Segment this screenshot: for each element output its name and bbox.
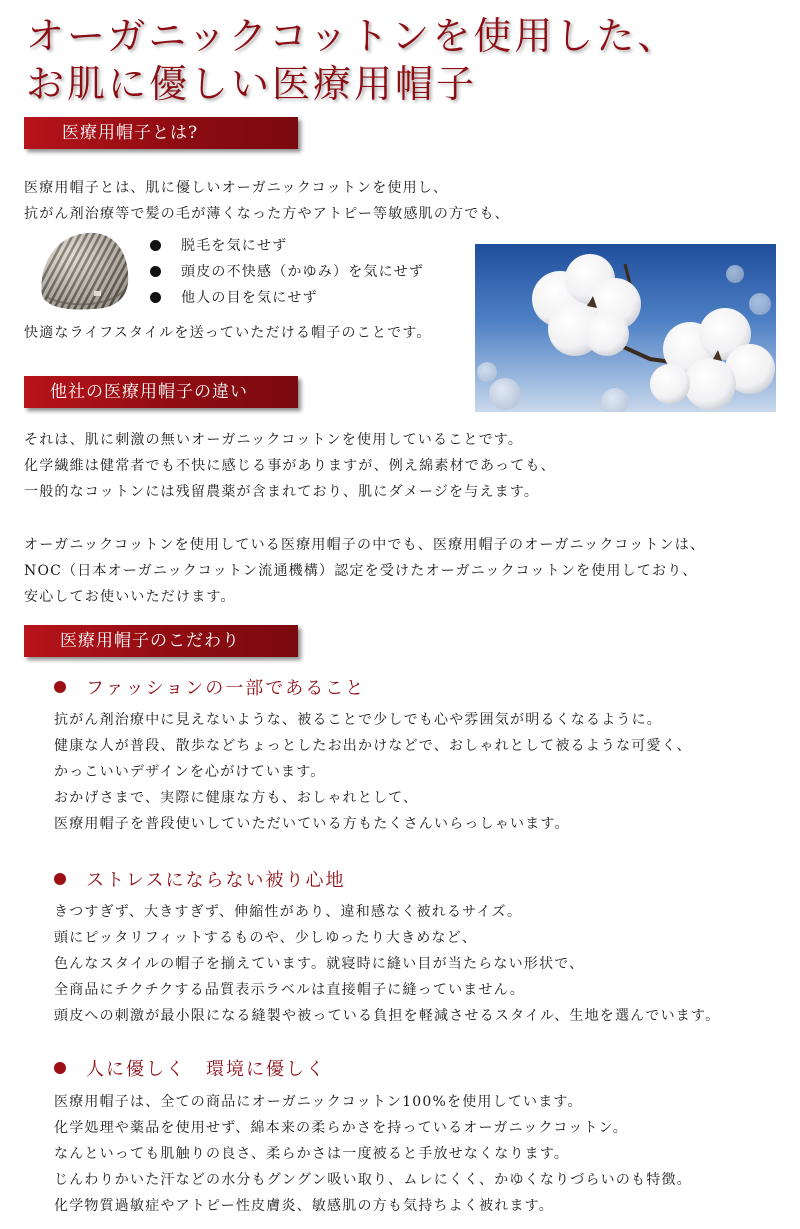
difference-line: 安心してお使いいただけます。 (24, 589, 236, 605)
bullet-icon (54, 873, 66, 885)
about-intro-line: 抗がん剤治療等で髪の毛が薄くなった方やアトピー等敏感肌の方でも、 (24, 206, 510, 222)
cotton-boll-photo (475, 244, 776, 412)
commitment-line: 医療用帽子を普段使いしていただいている方もたくさんいらっしゃいます。 (54, 816, 570, 832)
difference-line: それは、肌に刺激の無いオーガニックコットンを使用していることです。 (24, 432, 524, 448)
bullet-icon (54, 681, 66, 693)
commitment-line: 抗がん剤治療中に見えないような、被ることで少しでも心や雰囲気が明るくなるように。 (54, 712, 662, 728)
section-heading-difference: 他社の医療用帽子の違い (24, 376, 298, 408)
difference-line: 一般的なコットンには残留農薬が含まれており、肌にダメージを与えます。 (24, 484, 540, 500)
commitment-point-body (54, 707, 692, 837)
commitment-point-title-text: ストレスにならない被り心地 (86, 870, 346, 891)
commitment-point-title (54, 677, 365, 701)
about-bullet-label: 脱毛を気にせず (181, 238, 288, 254)
striped-knit-cap-image (36, 225, 132, 313)
commitment-line: 化学処理や薬品を使用せず、綿本来の柔らかさを持っているオーガニックコットン。 (54, 1120, 628, 1136)
commitment-point-body (54, 899, 720, 1029)
commitment-line: 頭皮への刺激が最小限になる縫製や被っている負担を軽減させるスタイル、生地を選んでいます。 (54, 1008, 721, 1024)
difference-line: オーガニックコットンを使用している医療用帽子の中でも、医療用帽子のオーガニックコットンは、 (24, 537, 706, 553)
section-heading-commitment: 医療用帽子のこだわり (24, 625, 298, 657)
commitment-line: じんわりかいた汗などの水分もグングン吸い取り、ムレにくく、かゆくなりづらいのも特徴。 (54, 1172, 692, 1188)
list-item (150, 259, 424, 285)
page-title-line: お肌に優しい医療用帽子 (26, 62, 478, 106)
commitment-line: 医療用帽子は、全ての商品にオーガニックコットン100%を使用しています。 (54, 1094, 583, 1110)
cotton-illustration (475, 244, 776, 412)
about-closing-line: 快適なライフスタイルを送っていただける帽子のことです。 (24, 325, 432, 341)
commitment-point-title-text: 人に優しく 環境に優しく (86, 1059, 326, 1080)
bullet-icon (54, 1062, 66, 1074)
commitment-line: 健康な人が普段、散歩などちょっとしたお出かけなどで、おしゃれとして被るような可愛く、 (54, 738, 692, 754)
list-item (150, 233, 424, 259)
commitment-point-body (54, 1089, 692, 1219)
page-title-line: オーガニックコットンを使用した、 (26, 14, 679, 58)
commitment-line: かっこいいデザインを心がけています。 (54, 764, 326, 780)
commitment-line: 色んなスタイルの帽子を揃えています。就寝時に縫い目が当たらない形状で、 (54, 956, 585, 972)
difference-line: 化学繊維は健常者でも不快に感じる事がありますが、例え綿素材であっても、 (24, 458, 556, 474)
commitment-line: おかげさまで、実際に健康な方も、おしゃれとして、 (54, 790, 419, 806)
difference-line: NOC（日本オーガニックコットン流通機構）認定を受けたオーガニックコットンを使用しており、 (24, 563, 698, 579)
page-title (26, 12, 678, 108)
about-closing (24, 320, 432, 346)
commitment-line: 全商品にチクチクする品質表示ラベルは直接帽子に縫っていません。 (54, 982, 525, 998)
bullet-icon (150, 292, 161, 303)
about-bullet-list (150, 233, 424, 311)
list-item (150, 285, 424, 311)
commitment-line: きつすぎず、大きすぎず、伸縮性があり、違和感なく被れるサイズ。 (54, 904, 523, 920)
difference-para-1 (24, 427, 556, 505)
about-bullet-label: 他人の目を気にせず (181, 290, 318, 306)
commitment-point-title (54, 869, 345, 893)
commitment-line: 頭にピッタリフィットするものや、少しゆったり大きめなど、 (54, 930, 478, 946)
about-bullet-label: 頭皮の不快感（かゆみ）を気にせず (181, 264, 425, 280)
bullet-icon (150, 266, 161, 277)
bullet-icon (150, 240, 161, 251)
section-heading-about: 医療用帽子とは? (24, 117, 298, 149)
about-intro-line: 医療用帽子とは、肌に優しいオーガニックコットンを使用し、 (24, 180, 449, 196)
commitment-point-title (54, 1058, 326, 1082)
about-intro (24, 175, 510, 227)
commitment-point-title-text: ファッションの一部であること (86, 678, 366, 699)
difference-para-2 (24, 532, 705, 610)
commitment-line: なんといっても肌触りの良さ、柔らかさは一度被ると手放せなくなります。 (54, 1146, 570, 1162)
commitment-line: 化学物質過敏症やアトピー性皮膚炎、敏感肌の方も気持ちよく被れます。 (54, 1198, 554, 1214)
